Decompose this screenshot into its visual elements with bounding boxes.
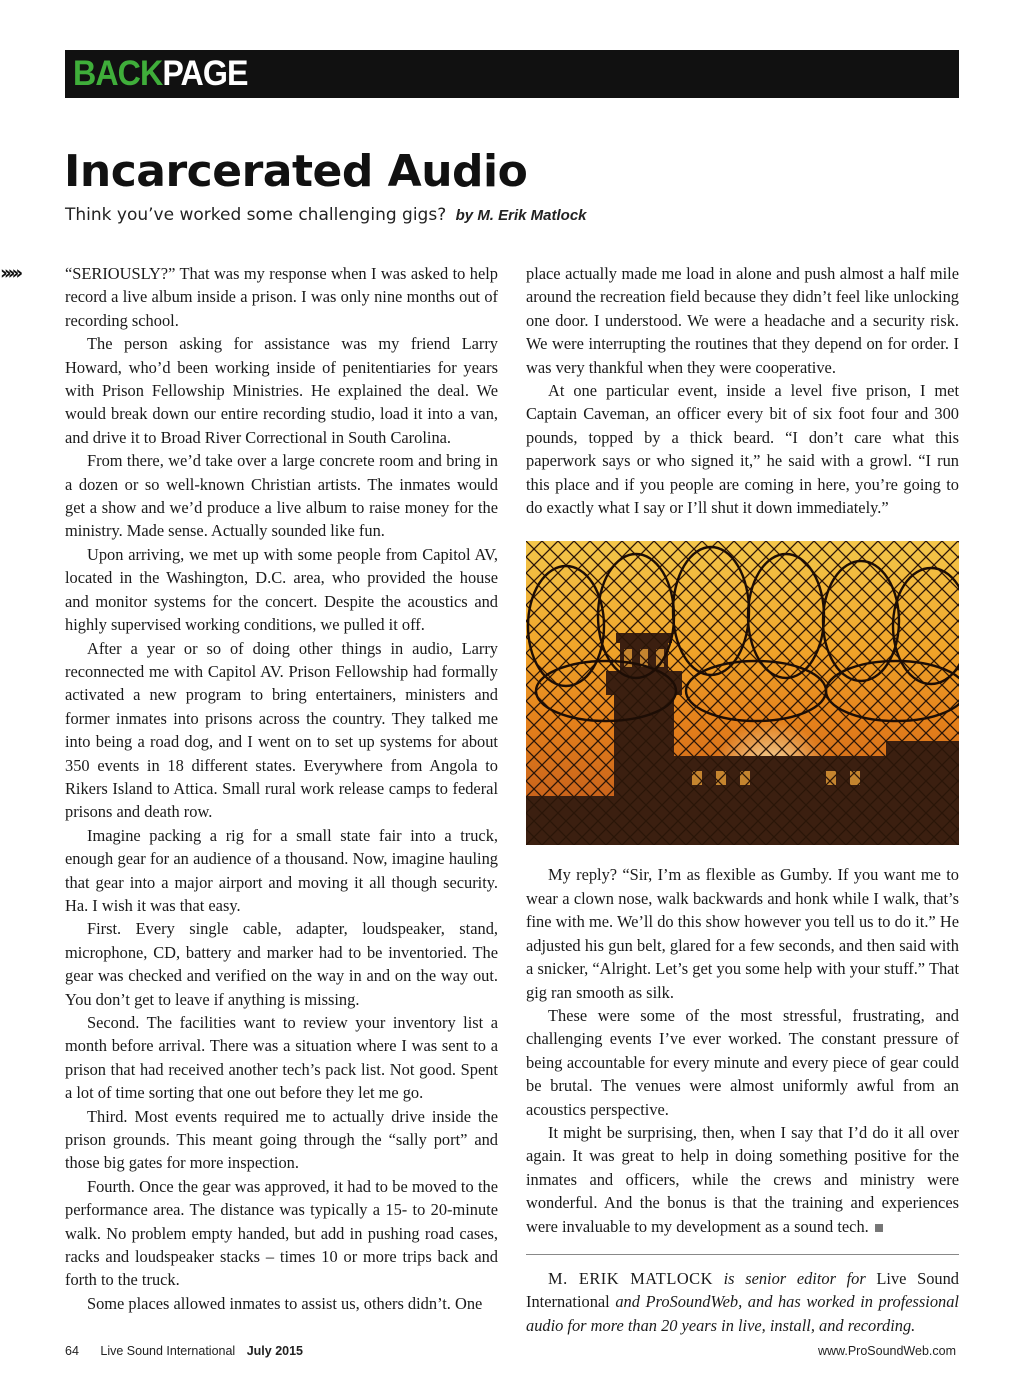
paragraph: Third. Most events required me to actually drive inside the prison grounds. This meant going through the “sally port” and those big gates for more inspection.	[65, 1106, 498, 1173]
paragraph: Upon arriving, we met up with some people from Capitol AV, located in the Washington, D.C. area, who provided the house and monitor systems for the concert. Despite the acoustics and highly supervised working conditions, we pulled it off.	[65, 544, 498, 635]
section-label-rest: PAGE	[162, 54, 248, 93]
paragraph: These were some of the most stressful, frustrating, and challenging events I’ve ever worked. The constant pressure of being accountable for every minute and every piece of gear could be brutal. The venues were almost uniformly awful from an acoustics perspective.	[526, 1005, 959, 1119]
paragraph: Some places allowed inmates to assist us, others didn’t. One	[87, 1293, 483, 1313]
publication-name: Live Sound International	[100, 1344, 236, 1358]
left-column	[65, 262, 498, 1315]
end-of-article-icon	[875, 1224, 883, 1232]
paragraph: Imagine packing a rig for a small state fair into a truck, enough gear for an audience of a thousand. Now, imagine hauling that gear into a major airport and moving it all though security. Ha. I wish it was that easy.	[65, 825, 498, 915]
paragraph: After a year or so of doing other things in audio, Larry reconnected me with Capitol AV. Prison Fellowship had formally activated a new program to bring entertainers, ministers and former inmates into prisons across the country. They talked me into being a road dog, and I went on to set up systems for about 350 events in 18 different states. Everywhere from Angola to Rikers Island to Attica. Small rural work release camps to federal prisons and death row.	[65, 638, 498, 822]
footer-website: www.ProSoundWeb.com	[817, 1344, 956, 1358]
paragraph: Second. The facilities want to review your inventory list a month before arrival. There was a situation where I was sent to a prison that had received another tech’s pack list. Not good. Spent a lot of time sorting that one out before they let me go.	[65, 1013, 498, 1103]
byline: by M. Erik Matlock	[455, 207, 587, 224]
author-bio: M. ERIK MATLOCK is senior editor for Live Sound International and ProSoundWeb, and has worked in professional audio for more than 20 years in live, install, and recording.	[526, 1268, 959, 1335]
paragraph: The person asking for assistance was my friend Larry Howard, who’d been working inside of penitentiaries for years with Prison Fellowship Ministries. He explained the deal. We would break down our entire recording studio, load it into a van, and drive it to Broad River Correctional in South Carolina.	[65, 334, 498, 447]
issue-date: July 2015	[246, 1344, 303, 1358]
section-label-accent: BACK	[73, 54, 163, 93]
right-column	[526, 262, 959, 1337]
paragraph: At one particular event, inside a level five prison, I met Captain Caveman, an officer every bit of six foot four and 300 pounds, topped by a thick beard. “I don’t care what this paperwork says or who signed it,” he said with a growl. “I run this place and if you people are coming in here, you’re going to do exactly what I say or I’ll shut it down immediately.”	[526, 381, 959, 518]
article-title: Incarcerated Audio	[64, 146, 528, 197]
paragraph: “SERIOUSLY?” That was my response when I was asked to help record a live album inside a prison. I was only nine months out of recording school.	[65, 264, 498, 330]
article-subtitle	[65, 205, 587, 225]
paragraph: From there, we’d take over a large concrete room and bring in a dozen or so well-known Christian artists. The inmates would get a show and we’d produce a live album to raise money for the ministry. Made sense. Actually sounded like fun.	[65, 451, 498, 541]
paragraph: Fourth. Once the gear was approved, it had to be moved to the performance area. The distance was typically a 15- to 20-minute walk. No problem empty handed, but add in pushing road cases, racks and loudspeaker stacks – times 10 or more trips back and forth to the truck.	[65, 1176, 498, 1290]
paragraph: First. Every single cable, adapter, loudspeaker, stand, microphone, CD, battery and marker had to be inventoried. The gear was checked and verified on the way in and on the way out. You don’t get to leave if anything is missing.	[65, 919, 498, 1009]
paragraph-continued: place actually made me load in alone and push almost a half mile around the recreation field because they didn’t feel like unlocking one door. I understood. We were a headache and a security risk. We were interrupting the routines that they depend on for order. I was very thankful when they were cooperative.	[526, 264, 959, 377]
photo-illustration	[526, 541, 959, 845]
paragraph: It might be surprising, then, when I say that I’d do it all over again. It was great to help in doing something positive for the inmates and officers, while the crews and ministry were wonderful. And the bonus is that the training and experiences were invaluable to my development as a sound tech.	[526, 1122, 959, 1236]
page-number: 64	[65, 1344, 79, 1358]
section-label	[73, 54, 248, 94]
author-name: M. ERIK MATLOCK	[548, 1268, 713, 1288]
chain-link-fence	[526, 541, 959, 845]
lead-in: “SERIOUSLY?”	[65, 264, 176, 283]
footer-left	[65, 1344, 303, 1358]
author-bio-box	[526, 1254, 959, 1337]
subtitle-text: Think you’ve worked some challenging gigs?	[65, 205, 447, 225]
prison-fence-photo	[526, 541, 959, 845]
paragraph: My reply? “Sir, I’m as flexible as Gumby. If you want me to wear a clown nose, walk backwards and honk while I walk, that’s fine with me. We’ll do this show however you tell us to do it.” He adjusted his gun belt, glared for a few seconds, and then said with a snicker, “Alright. Let’s get you some help with your stuff.” That gig ran smooth as silk.	[526, 865, 959, 1002]
lead-arrows-icon: ›››››	[0, 262, 20, 284]
section-header-bar	[65, 50, 959, 98]
